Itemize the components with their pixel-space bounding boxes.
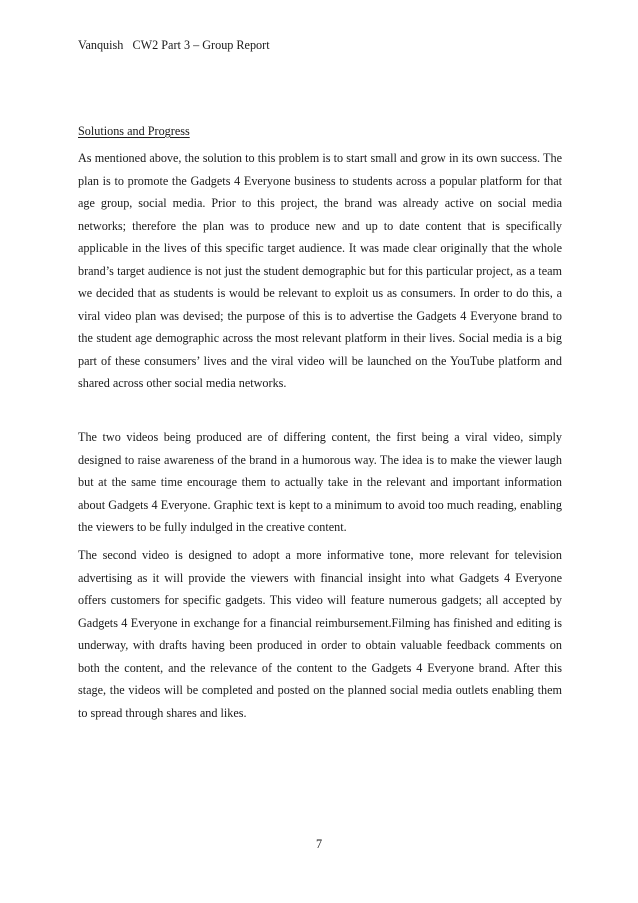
page-number: 7 (315, 837, 323, 851)
paragraph-informative-video: The second video is designed to adopt a more informative tone, more relevant for television advertising as it will provide the viewers with financial insight into what Gadgets 4 Everyone offers customers for specific gadgets. This video will feature numerous gadgets; all accepted by Gadgets 4 Everyone in exchange for a financial reimbursement.Filming has finished and editing is underway, with drafts having been produced in order to obtain valuable feedback comments on both the content, and the relevance of the content to the Gadgets 4 Everyone brand. After this stage, the videos will be completed and posted on the planned social media outlets enabling them to spread through shares and likes. (78, 548, 562, 720)
page-header: Vanquish CW2 Part 3 – Group Report (78, 38, 270, 52)
paragraph-viral-video: The two videos being produced are of differing content, the first being a viral video, simply designed to raise awareness of the brand in a humorous way. The idea is to make the viewer laugh but at the same time encourage them to actually take in the relevant and important information about Gadgets 4 Everyone. Graphic text is kept to a minimum to avoid too much reading, enabling the viewers to be fully indulged in the creative content. (78, 430, 562, 534)
section-title: Solutions and Progress (78, 124, 190, 138)
paragraph-solution-plan: As mentioned above, the solution to this problem is to start small and grow in its own success. The plan is to promote the Gadgets 4 Everyone business to students across a popular platform for that age group, social media. Prior to this project, the brand was already active on social media networks; therefore the plan was to produce new and up to date content that is specifically applicable in the lives of this specific target audience. It was made clear originally that the whole brand’s target audience is not just the student demographic but for this particular project, as a team we decided that as students is would be relevant to exploit us as consumers. In order to do this, a viral video plan was devised; the purpose of this is to advertise the Gadgets 4 Everyone brand to the student age demographic across the most relevant platform in their lives. Social media is a big part of these consumers’ lives and the viral video will be launched on the YouTube platform and shared across other social media networks. (78, 151, 562, 390)
